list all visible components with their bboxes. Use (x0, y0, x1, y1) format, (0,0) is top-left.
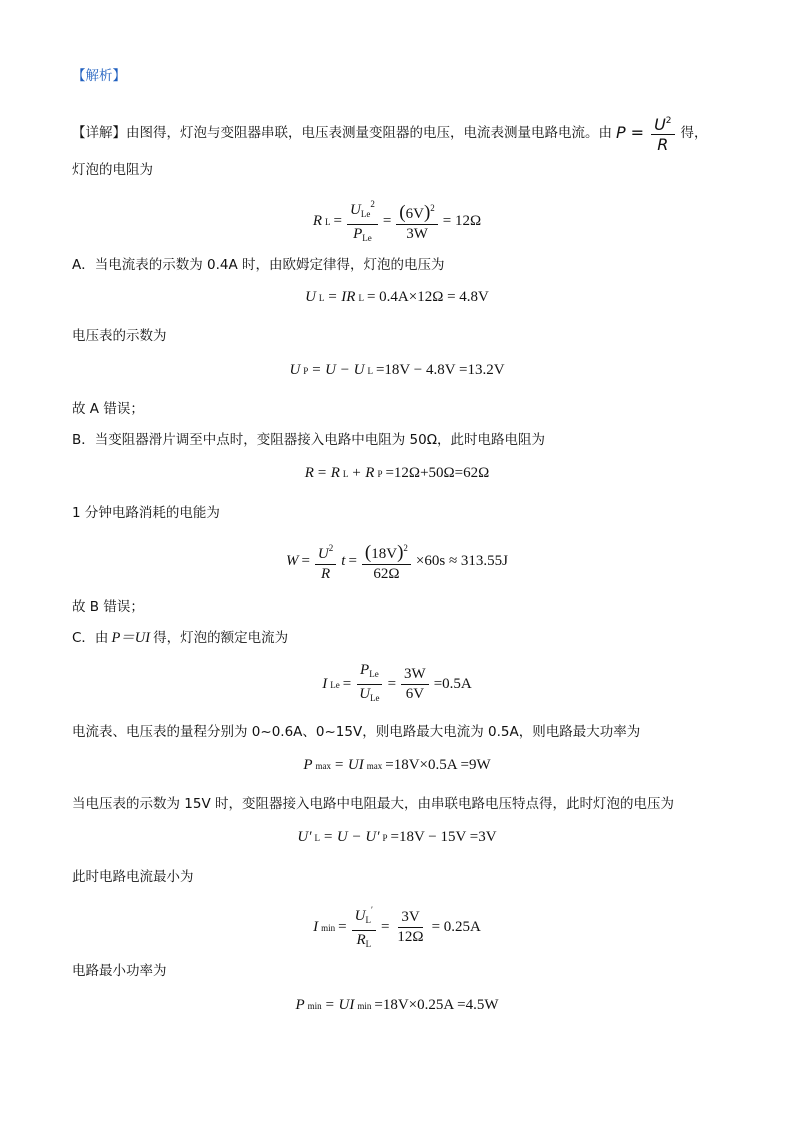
section-heading: 【解析】 (72, 68, 126, 84)
text-line-6: 1 分钟电路消耗的电能为 (72, 505, 220, 521)
text-line-12: 电路最小功率为 (72, 963, 167, 979)
text-line-8: C．由 P＝UI 得，灯泡的额定电流为 (72, 630, 289, 646)
text-line-4: 故 A 错误； (72, 401, 144, 417)
equation-min-current: I min = $\frac{U_L'}{R_L}$ = $\frac{3V}{12\Omega}$ = 0.25A (0, 902, 794, 953)
text-line-1: 灯泡的电阻为 (72, 162, 153, 178)
intro-line (72, 113, 708, 153)
text-line-10: 当电压表的示数为 15V 时，变阻器接入电路中电阻最大，由串联电路电压特点得，此时灯泡的电压为 (72, 796, 674, 812)
text-line-11: 此时电路电流最小为 (72, 869, 194, 885)
equation-rated-current: I Le = $\frac{P_{Le}}{U_{Le}}$ = $\frac{3W}{6V}$ =0.5A (322, 662, 472, 703)
equation-electric-energy: W = $\frac{U^2}{R}$ t = $\frac{(18V)^2}{62\Omega}$ ×60s ≈ 313.55J (285, 542, 509, 582)
text-line-5: B．当变阻器滑片调至中点时，变阻器接入电路中电阻为 50Ω，此时电路电阻为 (72, 432, 546, 448)
intro-suffix: 得， (680, 125, 708, 141)
equation-max-power: P max = UI max =18V×0.5A =9W (303, 757, 491, 773)
text-line-3: 电压表的示数为 (72, 328, 167, 344)
equation-min-power: P min = UI min =18V×0.25A =4.5W (295, 997, 499, 1013)
equation-circuit-resistance: R = R L + R P =12Ω+50Ω=62Ω (304, 465, 490, 481)
text-line-7: 故 B 错误； (72, 599, 144, 615)
equation-lamp-min-voltage: U′ L = U − U′ P =18V − 15V =3V (297, 829, 497, 845)
equation-lamp-voltage: U L = IR L = 0.4A×12Ω = 4.8V (305, 289, 489, 305)
intro-formula: P = $\frac{U^2}{R}$ (616, 113, 677, 153)
equation-voltmeter-reading: U P = U − U L =18V − 4.8V =13.2V (289, 362, 505, 378)
equation-lamp-resistance: R L = $\frac{U_{Le}^2}{P_{Le}}$ = $\frac{(6V)^2}{3W}$ = 12Ω (0, 196, 794, 247)
text-line-2: A．当电流表的示数为 0.4A 时，由欧姆定律得，灯泡的电压为 (72, 257, 445, 273)
text-line-9: 电流表、电压表的量程分别为 0~0.6A、0~15V，则电路最大电流为 0.5A，则电路最大功率为 (72, 724, 641, 740)
intro-text: 【详解】由图得，灯泡与变阻器串联，电压表测量变阻器的电压，电流表测量电路电流。由 (72, 125, 612, 141)
